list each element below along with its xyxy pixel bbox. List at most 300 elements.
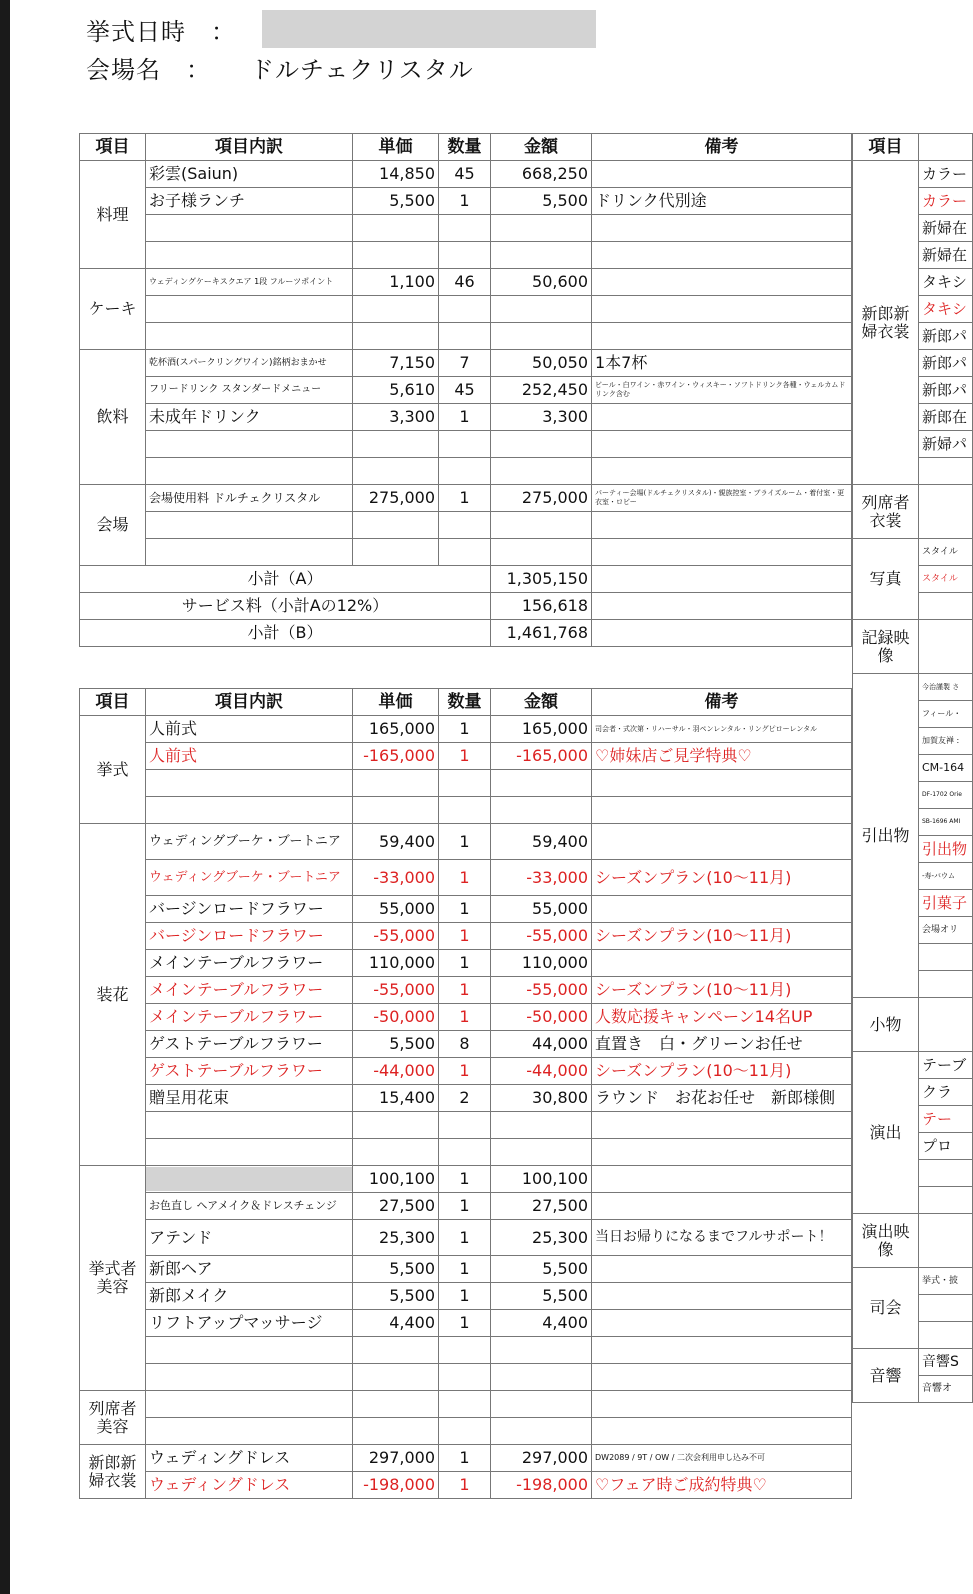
item-detail: フリードリンク スタンダードメニュー xyxy=(146,377,353,404)
col-note: 備考 xyxy=(592,689,852,716)
item-amount: -44,000 xyxy=(491,1058,592,1085)
item-price: 55,000 xyxy=(353,896,439,923)
empty-cell xyxy=(146,1364,353,1391)
empty-cell xyxy=(146,1112,353,1139)
right-cell: 加賀友禅 : xyxy=(919,728,973,755)
page-left-edge xyxy=(0,0,10,1594)
empty-cell xyxy=(919,1295,973,1322)
item-note: シーズンプラン(10〜11月) xyxy=(592,977,852,1004)
venue-label: 会場名 ： xyxy=(86,56,211,84)
category-cuisine: 料理 xyxy=(80,161,146,269)
empty-cell xyxy=(146,539,353,566)
item-amount: 55,000 xyxy=(491,896,592,923)
item-note: ♡姉妹店ご見学特典♡ xyxy=(592,743,852,770)
right-cell: 会場オリ xyxy=(919,917,973,944)
right-cell: DF-1702 Orie xyxy=(919,782,973,809)
item-note xyxy=(592,950,852,977)
item-note xyxy=(592,1166,852,1193)
item-detail: 未成年ドリンク xyxy=(146,404,353,431)
empty-cell xyxy=(146,1418,353,1445)
empty-cell xyxy=(491,1139,592,1166)
empty-cell xyxy=(439,1337,491,1364)
empty-cell xyxy=(919,1322,973,1349)
item-detail: 贈呈用花束 xyxy=(146,1085,353,1112)
item-price: -55,000 xyxy=(353,923,439,950)
subtotal-a-row xyxy=(80,566,852,593)
item-price: 27,500 xyxy=(353,1193,439,1220)
category-costume: 新郎新 婦衣裳 xyxy=(80,1445,146,1499)
table-row xyxy=(80,923,852,950)
estimate-table-2 xyxy=(79,688,852,1499)
item-note xyxy=(592,161,852,188)
item-qty: 7 xyxy=(439,350,491,377)
table-row xyxy=(80,1085,852,1112)
empty-cell xyxy=(592,512,852,539)
item-detail: ウェディングブーケ・ブートニア xyxy=(146,824,353,860)
table-row xyxy=(80,1283,852,1310)
table-header-row xyxy=(853,134,973,161)
item-detail: バージンロードフラワー xyxy=(146,923,353,950)
table-row xyxy=(80,1112,852,1139)
empty-cell xyxy=(919,593,973,620)
service-fee-value: 156,618 xyxy=(491,593,592,620)
right-cell: タキシ xyxy=(919,269,973,296)
right-cell: クラ xyxy=(919,1079,973,1106)
item-amount: 25,300 xyxy=(491,1220,592,1256)
right-cell: 音響S xyxy=(919,1349,973,1376)
item-detail: 彩雲(Saiun) xyxy=(146,161,353,188)
table-row xyxy=(80,1364,852,1391)
item-qty: 46 xyxy=(439,269,491,296)
table-row xyxy=(80,431,852,458)
category-production-video: 演出映 像 xyxy=(853,1214,919,1268)
right-cell: 新婦パ xyxy=(919,431,973,458)
right-cell: フィール・ xyxy=(919,701,973,728)
empty-cell xyxy=(919,620,973,674)
right-cell: プロ xyxy=(919,1133,973,1160)
item-detail: メインテーブルフラワー xyxy=(146,977,353,1004)
item-note: ビール・白ワイン・赤ワイン・ウィスキー・ソフトドリンク各種・ウェルカムドリンク含む xyxy=(592,377,852,404)
empty-cell xyxy=(592,593,852,620)
item-amount: 5,500 xyxy=(491,1256,592,1283)
empty-cell xyxy=(592,797,852,824)
subtotal-a-value: 1,305,150 xyxy=(491,566,592,593)
empty-cell xyxy=(353,296,439,323)
table-row xyxy=(80,323,852,350)
empty-cell xyxy=(353,770,439,797)
table-header-row xyxy=(80,689,852,716)
item-qty: 1 xyxy=(439,1058,491,1085)
table-row xyxy=(80,1004,852,1031)
col-detail: 項目内訳 xyxy=(146,689,353,716)
right-cell: 引菓子 xyxy=(919,890,973,917)
empty-cell xyxy=(491,770,592,797)
empty-cell xyxy=(592,1364,852,1391)
col-item: 項目 xyxy=(80,134,146,161)
item-qty: 1 xyxy=(439,824,491,860)
right-cell: 音響オ xyxy=(919,1376,973,1403)
col-item: 項目 xyxy=(80,689,146,716)
estimate-table-1 xyxy=(79,133,852,647)
table-row xyxy=(853,161,973,188)
table-row xyxy=(80,1472,852,1499)
item-amount: -55,000 xyxy=(491,923,592,950)
table-row xyxy=(853,1349,973,1376)
empty-cell xyxy=(146,797,353,824)
category-sound: 音響 xyxy=(853,1349,919,1403)
col-amount: 金額 xyxy=(491,689,592,716)
empty-cell xyxy=(919,485,973,539)
item-note: 当日お帰りになるまでフルサポート！ xyxy=(592,1220,852,1256)
item-detail: お色直し ヘアメイク＆ドレスチェンジ xyxy=(146,1193,353,1220)
item-qty: 2 xyxy=(439,1085,491,1112)
empty-cell xyxy=(919,1214,973,1268)
item-note: パーティー会場(ドルチェクリスタル)・親族控室・ブライズルーム・着付室・更衣室・ロビー xyxy=(592,485,852,512)
item-amount: 3,300 xyxy=(491,404,592,431)
redacted-date xyxy=(262,10,596,48)
table-row xyxy=(80,950,852,977)
item-detail: 人前式 xyxy=(146,743,353,770)
item-detail: ゲストテーブルフラワー xyxy=(146,1031,353,1058)
item-amount: 100,100 xyxy=(491,1166,592,1193)
item-note: シーズンプラン(10〜11月) xyxy=(592,860,852,896)
category-gifts: 引出物 xyxy=(853,674,919,998)
empty-cell xyxy=(491,458,592,485)
item-amount: 275,000 xyxy=(491,485,592,512)
col-note: 備考 xyxy=(592,134,852,161)
item-detail: ウェディングドレス xyxy=(146,1445,353,1472)
table-row xyxy=(80,860,852,896)
empty-cell xyxy=(491,431,592,458)
item-detail: お子様ランチ xyxy=(146,188,353,215)
item-note xyxy=(592,269,852,296)
redacted-item xyxy=(146,1167,352,1191)
item-price: -198,000 xyxy=(353,1472,439,1499)
item-detail: アテンド xyxy=(146,1220,353,1256)
empty-cell xyxy=(491,1391,592,1418)
table-row xyxy=(853,539,973,566)
table-row xyxy=(80,350,852,377)
empty-cell xyxy=(491,323,592,350)
empty-cell xyxy=(491,1112,592,1139)
item-price: -50,000 xyxy=(353,1004,439,1031)
item-qty: 1 xyxy=(439,1283,491,1310)
table-row xyxy=(80,1058,852,1085)
col-qty: 数量 xyxy=(439,689,491,716)
empty-cell xyxy=(353,1418,439,1445)
table-row xyxy=(80,404,852,431)
right-cell: 今治謹製 さ xyxy=(919,674,973,701)
item-price: 59,400 xyxy=(353,824,439,860)
header-cell xyxy=(919,134,973,161)
item-price: 5,500 xyxy=(353,1256,439,1283)
empty-cell xyxy=(592,458,852,485)
empty-cell xyxy=(491,1337,592,1364)
empty-cell xyxy=(353,242,439,269)
item-detail: ウェディングブーケ・ブートニア xyxy=(146,860,353,896)
table-row xyxy=(80,1220,852,1256)
empty-cell xyxy=(439,1139,491,1166)
service-fee-label: サービス料（小計Aの12%） xyxy=(80,593,491,620)
right-cell: 新郎パ xyxy=(919,377,973,404)
item-price: 25,300 xyxy=(353,1220,439,1256)
item-amount: 50,050 xyxy=(491,350,592,377)
category-guest-beauty: 列席者 美容 xyxy=(80,1391,146,1445)
category-venue: 会場 xyxy=(80,485,146,566)
empty-cell xyxy=(353,1337,439,1364)
item-note: 人数応援キャンペーン14名UP xyxy=(592,1004,852,1031)
item-detail: ゲストテーブルフラワー xyxy=(146,1058,353,1085)
right-cell: CM-164 xyxy=(919,755,973,782)
empty-cell xyxy=(919,971,973,998)
table-row xyxy=(80,1256,852,1283)
item-price: 5,500 xyxy=(353,188,439,215)
item-detail xyxy=(146,1166,353,1193)
item-price: -33,000 xyxy=(353,860,439,896)
empty-cell xyxy=(439,431,491,458)
item-price: -44,000 xyxy=(353,1058,439,1085)
item-qty: 1 xyxy=(439,1472,491,1499)
table-row xyxy=(853,485,973,539)
empty-cell xyxy=(592,1418,852,1445)
right-cell: -寿-バウム xyxy=(919,863,973,890)
empty-cell xyxy=(146,1391,353,1418)
table-row xyxy=(80,1445,852,1472)
empty-cell xyxy=(353,458,439,485)
empty-cell xyxy=(439,296,491,323)
empty-cell xyxy=(592,1112,852,1139)
item-note: ♡フェア時ご成約特典♡ xyxy=(592,1472,852,1499)
right-cell: 新郎パ xyxy=(919,350,973,377)
item-detail: メインテーブルフラワー xyxy=(146,950,353,977)
empty-cell xyxy=(353,431,439,458)
empty-cell xyxy=(592,1337,852,1364)
empty-cell xyxy=(439,323,491,350)
item-amount: -198,000 xyxy=(491,1472,592,1499)
col-price: 単価 xyxy=(353,134,439,161)
empty-cell xyxy=(353,797,439,824)
table-row xyxy=(853,1268,973,1295)
table-row xyxy=(853,998,973,1052)
empty-cell xyxy=(353,1364,439,1391)
empty-cell xyxy=(146,242,353,269)
right-cell: 新婦在 xyxy=(919,242,973,269)
subtotal-b-value: 1,461,768 xyxy=(491,620,592,647)
table-row xyxy=(80,161,852,188)
item-price: 1,100 xyxy=(353,269,439,296)
empty-cell xyxy=(146,431,353,458)
empty-cell xyxy=(146,770,353,797)
item-price: 275,000 xyxy=(353,485,439,512)
category-cake: ケーキ xyxy=(80,269,146,350)
item-amount: 59,400 xyxy=(491,824,592,860)
item-note: シーズンプラン(10〜11月) xyxy=(592,1058,852,1085)
empty-cell xyxy=(592,296,852,323)
item-qty: 1 xyxy=(439,977,491,1004)
item-price: 110,000 xyxy=(353,950,439,977)
subtotal-b-row xyxy=(80,620,852,647)
empty-cell xyxy=(491,1418,592,1445)
empty-cell xyxy=(592,566,852,593)
table-row xyxy=(80,1418,852,1445)
item-note: ラウンド お花お任せ 新郎様側 xyxy=(592,1085,852,1112)
item-price: 165,000 xyxy=(353,716,439,743)
table-row xyxy=(853,1052,973,1079)
empty-cell xyxy=(919,998,973,1052)
empty-cell xyxy=(439,797,491,824)
table-row xyxy=(80,1031,852,1058)
right-cell: カラー xyxy=(919,161,973,188)
item-qty: 1 xyxy=(439,716,491,743)
item-price: 4,400 xyxy=(353,1310,439,1337)
subtotal-b-label: 小計（B） xyxy=(80,620,491,647)
item-qty: 1 xyxy=(439,923,491,950)
item-price: -55,000 xyxy=(353,977,439,1004)
table-row xyxy=(80,512,852,539)
empty-cell xyxy=(491,296,592,323)
table-row xyxy=(853,674,973,701)
item-qty: 1 xyxy=(439,896,491,923)
right-cell: スタイル xyxy=(919,566,973,593)
item-amount: -33,000 xyxy=(491,860,592,896)
empty-cell xyxy=(146,458,353,485)
table-row xyxy=(80,377,852,404)
empty-cell xyxy=(146,215,353,242)
item-amount: 5,500 xyxy=(491,188,592,215)
table-row xyxy=(80,485,852,512)
item-amount: -55,000 xyxy=(491,977,592,1004)
item-price: 14,850 xyxy=(353,161,439,188)
empty-cell xyxy=(592,242,852,269)
estimate-table-right xyxy=(852,133,973,1403)
item-detail: 人前式 xyxy=(146,716,353,743)
item-qty: 1 xyxy=(439,1445,491,1472)
empty-cell xyxy=(439,458,491,485)
empty-cell xyxy=(353,539,439,566)
item-detail: 乾杯酒(スパークリングワイン)銘柄おまかせ xyxy=(146,350,353,377)
item-qty: 1 xyxy=(439,1193,491,1220)
empty-cell xyxy=(439,512,491,539)
right-cell: 新郎パ xyxy=(919,323,973,350)
table-row xyxy=(80,1310,852,1337)
empty-cell xyxy=(146,512,353,539)
col-amount: 金額 xyxy=(491,134,592,161)
category-ceremony: 挙式 xyxy=(80,716,146,824)
empty-cell xyxy=(919,1187,973,1214)
empty-cell xyxy=(353,215,439,242)
table-row xyxy=(80,458,852,485)
item-price: 15,400 xyxy=(353,1085,439,1112)
item-note xyxy=(592,824,852,860)
col-item: 項目 xyxy=(853,134,919,161)
empty-cell xyxy=(919,1160,973,1187)
empty-cell xyxy=(439,1364,491,1391)
item-note: 直置き 白・グリーンお任せ xyxy=(592,1031,852,1058)
empty-cell xyxy=(491,1364,592,1391)
empty-cell xyxy=(592,539,852,566)
table-row xyxy=(80,1139,852,1166)
item-price: 5,500 xyxy=(353,1283,439,1310)
item-detail: 会場使用料 ドルチェクリスタル xyxy=(146,485,353,512)
service-fee-row xyxy=(80,593,852,620)
item-note: DW2089 / 9T / OW / 二次会利用申し込み不可 xyxy=(592,1445,852,1472)
table-row xyxy=(80,188,852,215)
category-drinks: 飲料 xyxy=(80,350,146,485)
empty-cell xyxy=(491,539,592,566)
item-qty: 1 xyxy=(439,950,491,977)
item-qty: 1 xyxy=(439,743,491,770)
empty-cell xyxy=(491,215,592,242)
item-qty: 1 xyxy=(439,1310,491,1337)
right-cell: 新婦在 xyxy=(919,215,973,242)
item-note: ドリンク代別途 xyxy=(592,188,852,215)
category-video: 記録映 像 xyxy=(853,620,919,674)
empty-cell xyxy=(439,770,491,797)
empty-cell xyxy=(146,1337,353,1364)
empty-cell xyxy=(439,1418,491,1445)
item-price: 100,100 xyxy=(353,1166,439,1193)
col-detail: 項目内訳 xyxy=(146,134,353,161)
item-qty: 45 xyxy=(439,161,491,188)
category-photo: 写真 xyxy=(853,539,919,620)
item-qty: 1 xyxy=(439,1220,491,1256)
item-price: 7,150 xyxy=(353,350,439,377)
item-detail: メインテーブルフラワー xyxy=(146,1004,353,1031)
empty-cell xyxy=(439,1112,491,1139)
item-qty: 1 xyxy=(439,188,491,215)
empty-cell xyxy=(592,770,852,797)
empty-cell xyxy=(592,620,852,647)
empty-cell xyxy=(592,1139,852,1166)
table-row xyxy=(80,1166,852,1193)
item-detail: ウェディングドレス xyxy=(146,1472,353,1499)
item-qty: 8 xyxy=(439,1031,491,1058)
item-qty: 1 xyxy=(439,485,491,512)
right-cell: テー xyxy=(919,1106,973,1133)
item-qty: 1 xyxy=(439,1256,491,1283)
right-cell: 挙式・披 xyxy=(919,1268,973,1295)
item-qty: 1 xyxy=(439,860,491,896)
item-amount: 297,000 xyxy=(491,1445,592,1472)
item-amount: -50,000 xyxy=(491,1004,592,1031)
category-beauty: 挙式者 美容 xyxy=(80,1166,146,1391)
right-cell: タキシ xyxy=(919,296,973,323)
empty-cell xyxy=(592,323,852,350)
empty-cell xyxy=(439,215,491,242)
empty-cell xyxy=(353,1391,439,1418)
empty-cell xyxy=(592,215,852,242)
table-row xyxy=(80,1337,852,1364)
category-accessories: 小物 xyxy=(853,998,919,1052)
item-detail: ウェディングケーキスクエア 1段 フルーツポイント xyxy=(146,269,353,296)
table-row xyxy=(80,296,852,323)
table-row xyxy=(80,743,852,770)
empty-cell xyxy=(592,1391,852,1418)
table-row xyxy=(80,269,852,296)
empty-cell xyxy=(146,323,353,350)
empty-cell xyxy=(353,1112,439,1139)
empty-cell xyxy=(919,458,973,485)
empty-cell xyxy=(919,944,973,971)
category-mc: 司会 xyxy=(853,1268,919,1349)
item-note: 1本7杯 xyxy=(592,350,852,377)
item-note xyxy=(592,1283,852,1310)
item-amount: 252,450 xyxy=(491,377,592,404)
col-qty: 数量 xyxy=(439,134,491,161)
item-amount: 4,400 xyxy=(491,1310,592,1337)
table-row xyxy=(80,1193,852,1220)
empty-cell xyxy=(439,1391,491,1418)
